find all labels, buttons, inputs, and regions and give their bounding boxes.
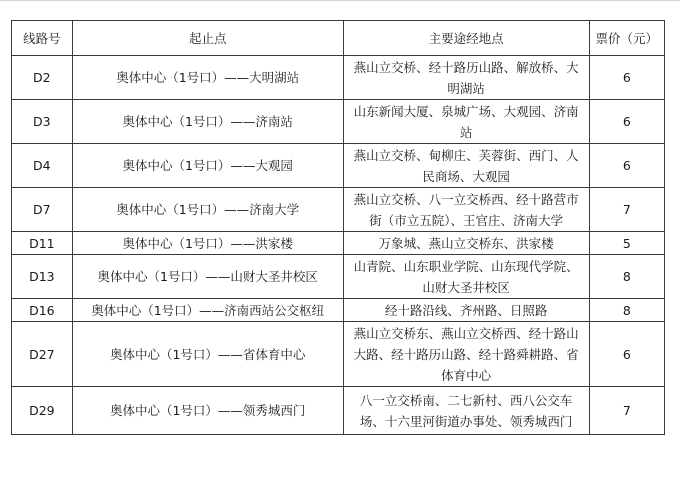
route-fare: 6 [589,144,664,188]
header-main-stops: 主要途经地点 [343,21,589,56]
route-number: D4 [12,144,73,188]
route-stops: 山东新闻大厦、泉城广场、大观园、济南站 [343,100,589,144]
route-stops: 万象城、燕山立交桥东、洪家楼 [343,232,589,255]
table-row [12,188,665,232]
header-line-number: 线路号 [12,21,73,56]
table-row [12,232,665,255]
table-row [12,322,665,387]
route-fare: 8 [589,255,664,299]
page-top-divider [0,0,680,1]
table-row [12,299,665,322]
route-number: D13 [12,255,73,299]
table-row [12,255,665,299]
route-endpoints: 奥体中心（1号口）——省体育中心 [72,322,343,387]
header-endpoints: 起止点 [72,21,343,56]
route-number: D27 [12,322,73,387]
table-row [12,387,665,435]
route-endpoints: 奥体中心（1号口）——大明湖站 [72,56,343,100]
route-endpoints: 奥体中心（1号口）——济南站 [72,100,343,144]
route-stops: 燕山立交桥东、燕山立交桥西、经十路山大路、经十路历山路、经十路舜耕路、省体育中心 [343,322,589,387]
table-row [12,100,665,144]
route-number: D11 [12,232,73,255]
route-fare: 6 [589,100,664,144]
route-stops: 燕山立交桥、八一立交桥西、经十路营市街（市立五院）、王官庄、济南大学 [343,188,589,232]
route-endpoints: 奥体中心（1号口）——洪家楼 [72,232,343,255]
route-fare: 6 [589,322,664,387]
route-endpoints: 奥体中心（1号口）——山财大圣井校区 [72,255,343,299]
route-endpoints: 奥体中心（1号口）——济南西站公交枢纽 [72,299,343,322]
route-number: D16 [12,299,73,322]
route-number: D3 [12,100,73,144]
route-fare: 7 [589,387,664,435]
route-endpoints: 奥体中心（1号口）——大观园 [72,144,343,188]
route-stops: 燕山立交桥、经十路历山路、解放桥、大明湖站 [343,56,589,100]
route-stops: 八一立交桥南、二七新村、西八公交车场、十六里河街道办事处、领秀城西门 [343,387,589,435]
route-endpoints: 奥体中心（1号口）——领秀城西门 [72,387,343,435]
route-stops: 经十路沿线、齐州路、日照路 [343,299,589,322]
route-number: D7 [12,188,73,232]
route-stops: 燕山立交桥、甸柳庄、芙蓉街、西门、人民商场、大观园 [343,144,589,188]
table-row [12,144,665,188]
route-fare: 8 [589,299,664,322]
route-endpoints: 奥体中心（1号口）——济南大学 [72,188,343,232]
route-fare: 7 [589,188,664,232]
table-row [12,56,665,100]
route-fare: 5 [589,232,664,255]
route-number: D29 [12,387,73,435]
route-number: D2 [12,56,73,100]
bus-route-table [11,20,665,435]
route-fare: 6 [589,56,664,100]
route-stops: 山青院、山东职业学院、山东现代学院、山财大圣井校区 [343,255,589,299]
table-header-row [12,21,665,56]
header-fare: 票价（元） [589,21,664,56]
